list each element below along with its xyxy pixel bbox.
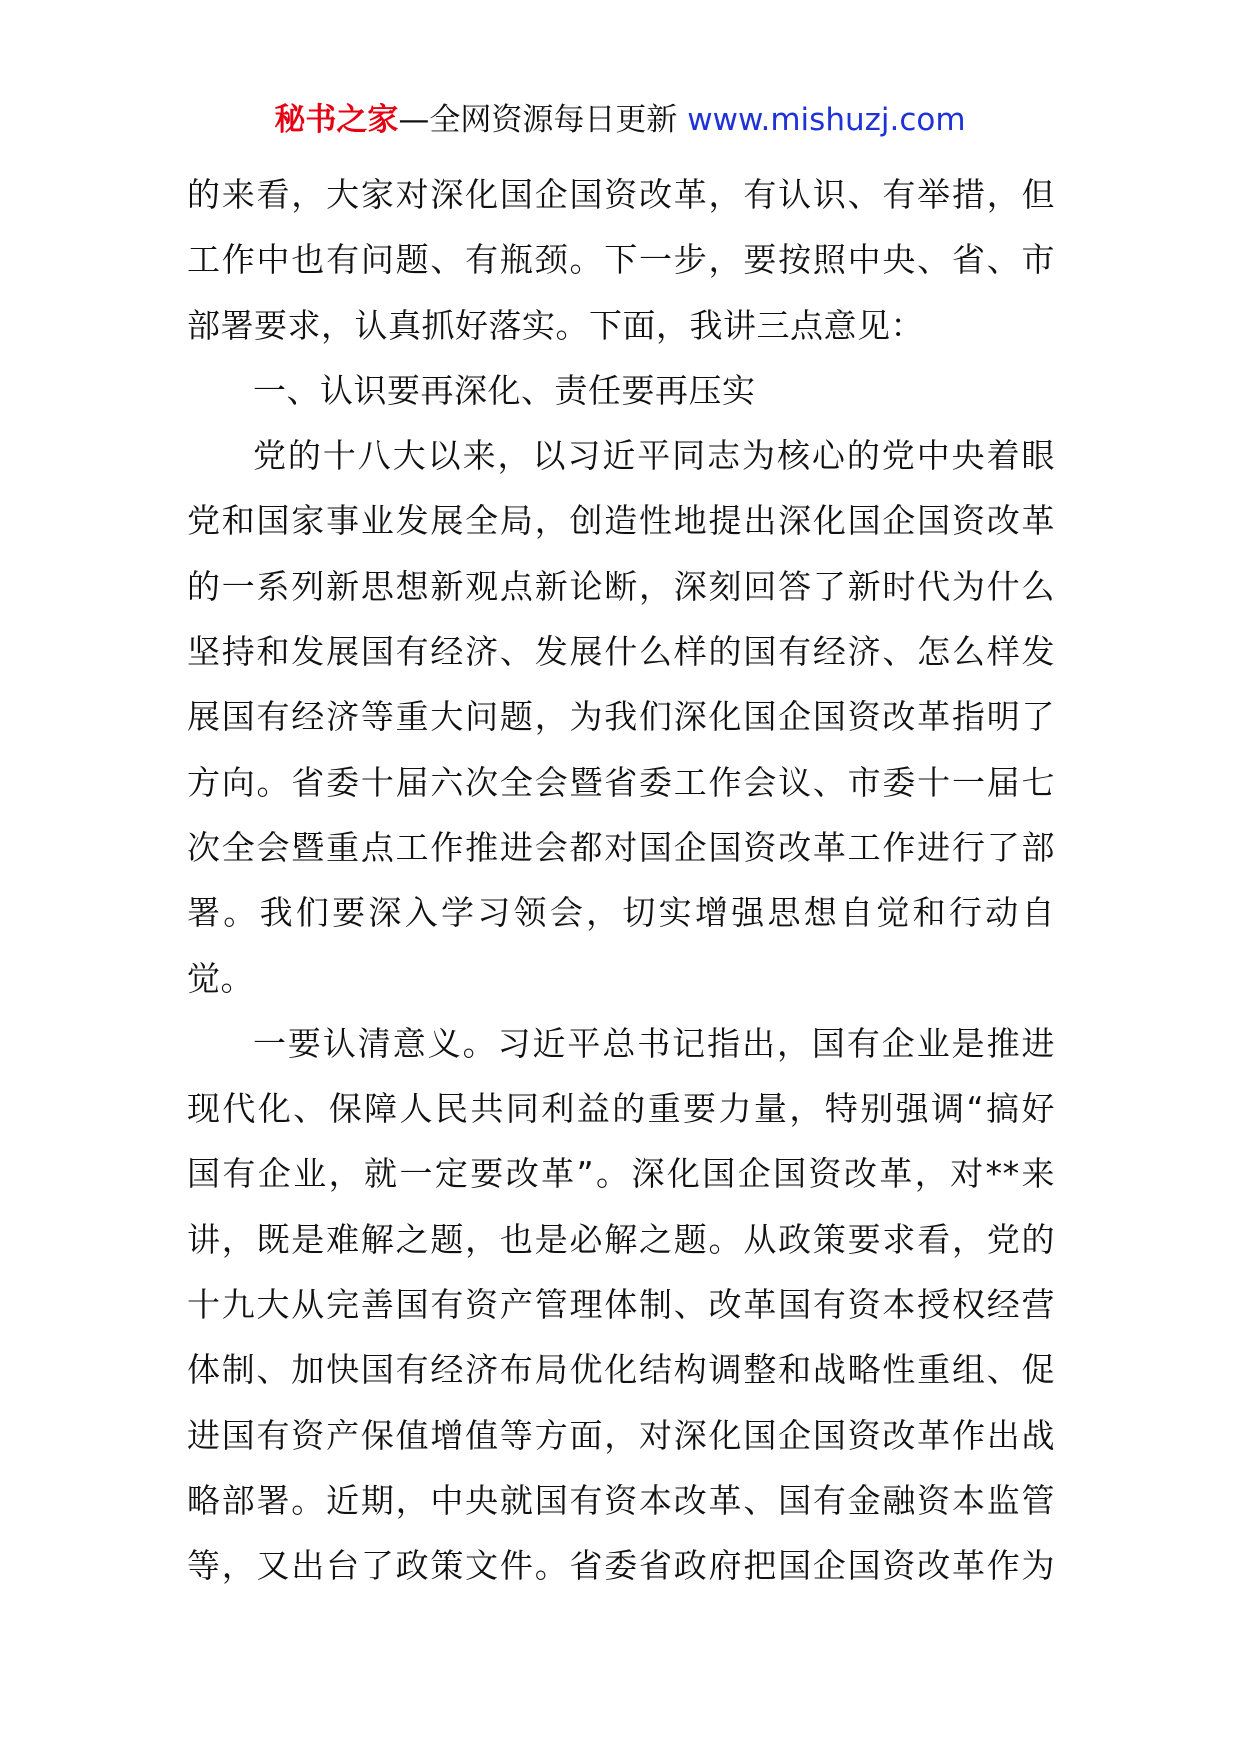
site-url[interactable]: www.mishuzj.com — [687, 102, 966, 138]
text-line: 等，又出台了政策文件。省委省政府把国企国资改革作为 — [187, 1546, 1055, 1586]
text-line: 工作中也有问题、有瓶颈。下一步，要按照中央、省、市 — [187, 240, 1055, 280]
text-line: 展国有经济等重大问题，为我们深化国企国资改革指明了 — [187, 697, 1055, 737]
text-line: 的来看，大家对深化国企国资改革，有认识、有举措，但 — [187, 175, 1055, 214]
site-header — [0, 98, 1240, 142]
text-line: 党和国家事业发展全局，创造性地提出深化国企国资改革 — [187, 501, 1055, 541]
text-line: 觉。 — [187, 958, 254, 998]
text-line: 略部署。近期，中央就国有资本改革、国有金融资本监管 — [187, 1480, 1055, 1520]
text-line: 现代化、保障人民共同利益的重要力量，特别强调“搞好 — [187, 1089, 1055, 1129]
site-tagline: —全网资源每日更新 — [398, 102, 688, 138]
text-line: 党的十八大以来，以习近平同志为核心的党中央着眼 — [253, 436, 1055, 476]
text-line: 的一系列新思想新观点新论断，深刻回答了新时代为什么 — [187, 566, 1055, 606]
site-brand: 秘书之家 — [274, 102, 399, 138]
text-line: 国有企业，就一定要改革”。深化国企国资改革，对**来 — [187, 1154, 1055, 1194]
text-line: 方向。省委十届六次全会暨省委工作会议、市委十一届七 — [187, 762, 1055, 802]
text-line: 一、认识要再深化、责任要再压实 — [253, 370, 756, 410]
text-line: 坚持和发展国有经济、发展什么样的国有经济、怎么样发 — [187, 632, 1055, 672]
text-line: 体制、加快国有经济布局优化结构调整和战略性重组、促 — [187, 1350, 1055, 1390]
text-line: 部署要求，认真抓好落实。下面，我讲三点意见： — [187, 305, 924, 345]
text-line: 讲，既是难解之题，也是必解之题。从政策要求看，党的 — [187, 1219, 1055, 1259]
text-line: 十九大从完善国有资产管理体制、改革国有资本授权经营 — [187, 1285, 1055, 1325]
text-line: 一要认清意义。习近平总书记指出，国有企业是推进 — [253, 1023, 1055, 1063]
document-body — [187, 162, 1055, 1599]
text-line: 署。我们要深入学习领会，切实增强思想自觉和行动自 — [187, 893, 1055, 933]
text-line: 进国有资产保值增值等方面，对深化国企国资改革作出战 — [187, 1415, 1055, 1455]
text-line: 次全会暨重点工作推进会都对国企国资改革工作进行了部 — [187, 827, 1055, 867]
